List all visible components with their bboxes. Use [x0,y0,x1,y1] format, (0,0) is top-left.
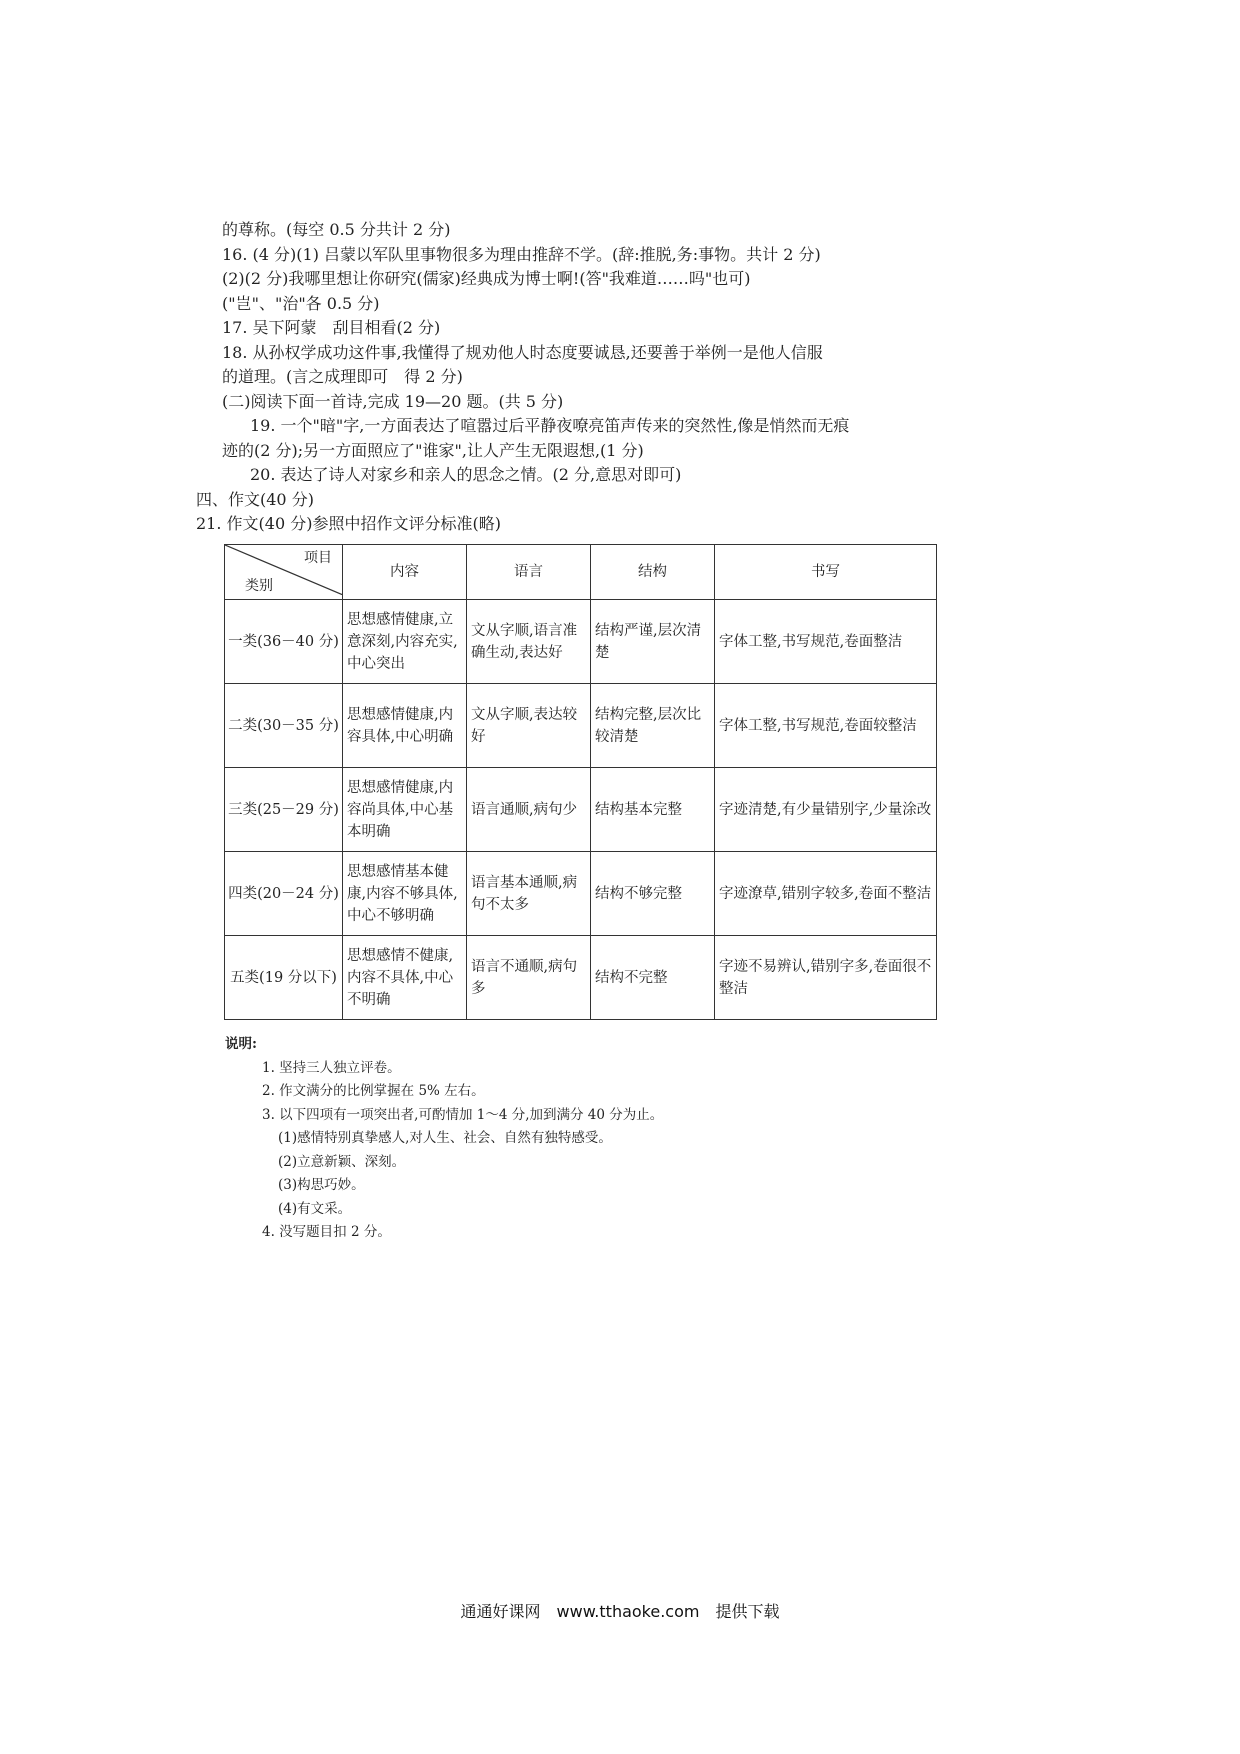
answer-line: 19. 一个"暗"字,一方面表达了喧嚣过后平静夜嘹亮笛声传来的突然性,像是悄然而无痕 [250,416,850,435]
answer-line: 18. 从孙权学成功这件事,我懂得了规劝他人时态度要诚恳,还要善于举例一是他人信服 [222,342,823,362]
column-header: 语言 [467,545,591,600]
answer-line: (二)阅读下面一首诗,完成 19—20 题。(共 5 分) [222,391,564,411]
column-header: 结构 [591,545,715,600]
writing-cell: 字迹潦草,错别字较多,卷面不整洁 [715,852,937,936]
table-row [225,936,937,1020]
language-cell: 文从字顺,语言准确生动,表达好 [467,600,591,684]
corner-label-category: 类别 [245,578,273,594]
language-cell: 语言通顺,病句少 [467,768,591,852]
section-heading: 四、作文(40 分) [196,489,314,509]
note-item: 2. 作文满分的比例掌握在 5% 左右。 [262,1083,485,1099]
note-subitem: (2)立意新颖、深刻。 [278,1153,406,1170]
category-cell: 三类(25－29 分) [225,768,343,852]
content-cell: 思想感情不健康,内容不具体,中心不明确 [343,936,467,1020]
writing-cell: 字迹不易辨认,错别字多,卷面很不整洁 [715,936,937,1020]
table-row [225,684,937,768]
column-header: 书写 [715,545,937,600]
answer-line: (2)(2 分)我哪里想让你研究(儒家)经典成为博士啊!(答"我难道……吗"也可) [222,269,751,288]
grading-table [224,544,937,1020]
corner-header-cell [225,545,343,600]
structure-cell: 结构不完整 [591,936,715,1020]
answer-line: 的道理。(言之成理即可 得 2 分) [222,367,463,386]
answer-line: 16. (4 分)(1) 吕蒙以军队里事物很多为理由推辞不学。(辞:推脱,务:事物。共计 2 分) [222,244,821,264]
content-cell: 思想感情基本健康,内容不够具体,中心不够明确 [343,852,467,936]
note-item: 4. 没写题目扣 2 分。 [262,1224,391,1240]
content-cell: 思想感情健康,立意深刻,内容充实,中心突出 [343,600,467,684]
table-header-row [225,545,937,600]
table-row [225,768,937,852]
table-row [225,600,937,684]
note-item: 3. 以下四项有一项突出者,可酌情加 1～4 分,加到满分 40 分为止。 [262,1106,664,1123]
answer-line: 20. 表达了诗人对家乡和亲人的思念之情。(2 分,意思对即可) [250,465,682,484]
writing-cell: 字体工整,书写规范,卷面较整洁 [715,684,937,768]
answer-line: 迹的(2 分);另一方面照应了"谁家",让人产生无限遐想,(1 分) [222,440,644,460]
structure-cell: 结构严谨,层次清楚 [591,600,715,684]
content-cell: 思想感情健康,内容尚具体,中心基本明确 [343,768,467,852]
column-header: 内容 [343,545,467,600]
note-subitem: (3)构思巧妙。 [278,1177,365,1193]
language-cell: 文从字顺,表达较好 [467,684,591,768]
structure-cell: 结构完整,层次比较清楚 [591,684,715,768]
note-subitem: (4)有文采。 [278,1200,352,1217]
writing-cell: 字体工整,书写规范,卷面整洁 [715,600,937,684]
table-row [225,852,937,936]
note-subitem: (1)感情特别真挚感人,对人生、社会、自然有独特感受。 [278,1130,612,1146]
answer-line: 的尊称。(每空 0.5 分共计 2 分) [222,220,451,239]
footer-watermark: 通通好课网 www.tthaoke.com 提供下载 [460,1602,780,1621]
content-cell: 思想感情健康,内容具体,中心明确 [343,684,467,768]
answer-line: ("岂"、"治"各 0.5 分) [222,293,380,313]
note-item: 1. 坚持三人独立评卷。 [262,1059,401,1076]
category-cell: 一类(36－40 分) [225,600,343,684]
category-cell: 二类(30－35 分) [225,684,343,768]
corner-label-item: 项目 [304,550,332,566]
structure-cell: 结构不够完整 [591,852,715,936]
language-cell: 语言不通顺,病句多 [467,936,591,1020]
answer-line: 21. 作文(40 分)参照中招作文评分标准(略) [196,514,501,533]
answer-text-block [196,218,942,537]
writing-cell: 字迹清楚,有少量错别字,少量涂改 [715,768,937,852]
language-cell: 语言基本通顺,病句不太多 [467,852,591,936]
category-cell: 四类(20－24 分) [225,852,343,936]
notes-section [222,1033,663,1245]
notes-title: 说明: [225,1036,257,1052]
structure-cell: 结构基本完整 [591,768,715,852]
category-cell: 五类(19 分以下) [225,936,343,1020]
answer-line: 17. 吴下阿蒙 刮目相看(2 分) [222,318,441,337]
